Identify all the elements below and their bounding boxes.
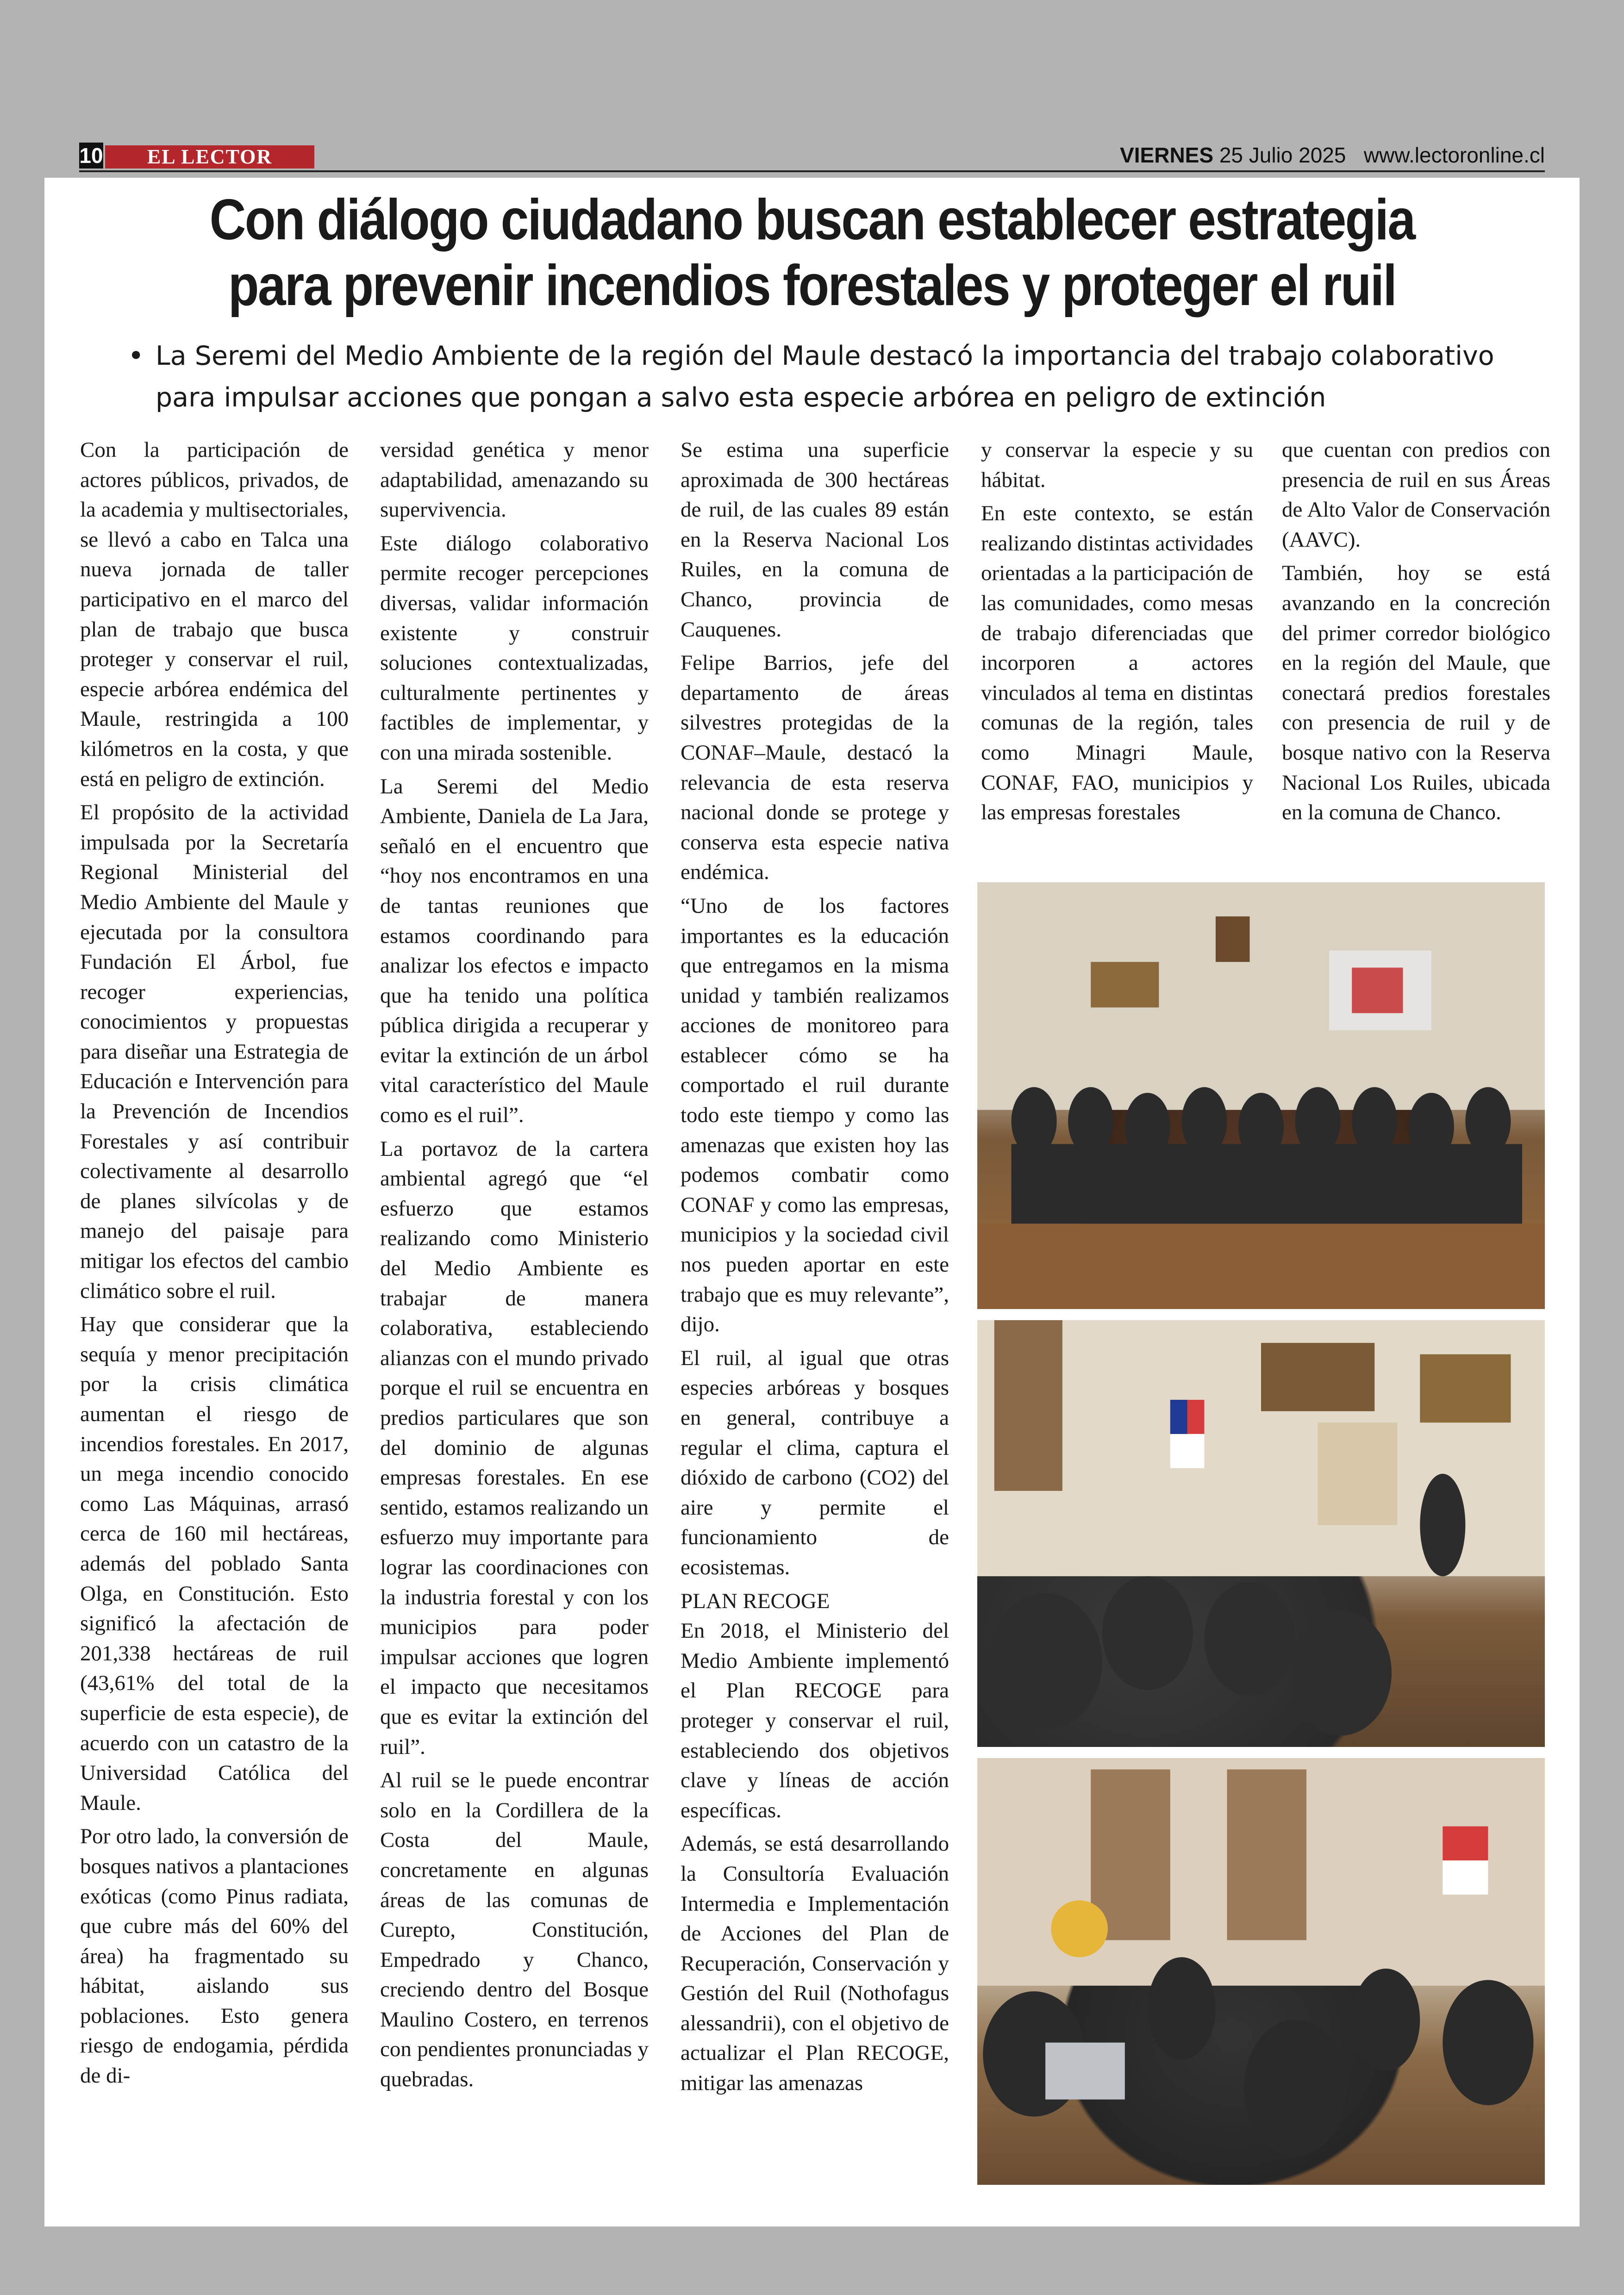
newspaper-page: [44, 178, 1580, 2226]
paragraph: Hay que considerar que la sequía y menor precipitación por la crisis climática aumentan el riesgo de incendios forestales. En 2017, un mega incendio conocido como Las Máquinas, arrasó cerca de 160 mil hectáreas, además del poblado Santa Olga, en Constitución. Esto significó la afectación de 201,338 hectáreas de ruil (43,61% del total de la superficie de esta especie), de acuerdo con un catastro de la Universidad Católica del Maule.: [80, 1312, 349, 1815]
paragraph: El ruil, al igual que otras especies arbóreas y bosques en general, contribuye a regular el clima, captura el dióxido de carbono (CO2) del aire y permite el funcionamiento de ecosistemas.: [681, 1346, 949, 1579]
paragraph: versidad genética y menor adaptabilidad, amenazando su supervivencia.: [380, 438, 649, 522]
paragraph: Este diálogo colaborativo permite recoger percepciones diversas, validar información existente y construir soluciones contextualizadas, culturalmente pertinentes y factibles de implementar, y con una mirada sostenible.: [380, 531, 649, 765]
paragraph: que cuentan con predios con presencia de ruil en sus Áreas de Alto Valor de Conservación (AAVC).: [1282, 438, 1550, 552]
column-5: [1282, 435, 1550, 831]
publication-logo: EL LECTOR: [105, 145, 314, 168]
column-3: [681, 435, 949, 2102]
paragraph: y conservar la especie y su hábitat.: [981, 438, 1253, 492]
paragraph: Se estima una superficie aproximada de 300 hectáreas de ruil, de las cuales 89 están en la Reserva Nacional Los Ruiles, en la comuna de Chanco, provincia de Cauquenes.: [681, 438, 949, 642]
dateline-date: 25 Julio 2025: [1219, 143, 1346, 167]
article-headline: Con diálogo ciudadano buscan establecer estrategia para prevenir incendios forestales y proteger el ruil: [209, 188, 1415, 318]
paragraph: Felipe Barrios, jefe del departamento de áreas silvestres protegidas de la CONAF–Maule, destacó la relevancia de esta reserva nacional donde se protege y conserva esta especie nativa endémica.: [681, 651, 949, 885]
subheading: PLAN RECOGE: [681, 1589, 830, 1613]
paragraph: En 2018, el Ministerio del Medio Ambiente implementó el Plan RECOGE para proteger y conservar el ruil, estableciendo dos objetivos clave y líneas de acción específicas.: [681, 1619, 949, 1822]
paragraph: Por otro lado, la conversión de bosques nativos a plantaciones exóticas (como Pinus radiata, que cubre más del 60% del área) ha fragmentado su hábitat, aislando sus poblaciones. Esto genera riesgo de endogamia, pérdida de di-: [80, 1824, 349, 2088]
paragraph: Además, se está desarrollando la Consultoría Evaluación Intermedia e Implementación de Acciones del Plan de Recuperación, Conservación y Gestión del Ruil (Nothofagus alessandrii), con el objetivo de actualizar el Plan RECOGE, mitigar las amenazas: [681, 1832, 949, 2095]
paragraph: La Seremi del Medio Ambiente, Daniela de La Jara, señaló en el encuentro que “hoy nos encontramos en una de tantas reuniones que estamos coordinando para analizar los efectos e impacto que ha tenido una política pública dirigida a recuperar y evitar la extinción de un árbol vital característico del Maule como es el ruil”.: [380, 774, 649, 1128]
column-1: [80, 435, 349, 2095]
dateline: [1120, 143, 1545, 168]
presentation-photo: [977, 1320, 1545, 1747]
column-2: [380, 435, 649, 2098]
paragraph: En este contexto, se están realizando distintas actividades orientadas a la participación de las comunidades, como mesas de trabajo diferenciadas que incorporen a actores vinculados al tema en distintas comunas de la región, tales como Minagri Maule, CONAF, FAO, municipios y las empresas forestales: [981, 501, 1253, 825]
website-link[interactable]: www.lectoronline.cl: [1363, 143, 1545, 167]
page-header: [79, 140, 1545, 172]
article-dek: [81, 335, 1549, 418]
column-4: [981, 435, 1253, 831]
dateline-day: VIERNES: [1120, 143, 1214, 167]
dek-text: La Seremi del Medio Ambiente de la región del Maule destacó la importancia del trabajo colaborativo para impulsar acciones que pongan a salvo esta especie arbórea en peligro de extinción: [156, 341, 1494, 413]
paragraph: La portavoz de la cartera ambiental agregó que “el esfuerzo que estamos realizando como Ministerio del Medio Ambiente es trabajar de manera colaborativa, estableciendo alianzas con el mundo privado porque el ruil se encuentra en predios particulares que son del dominio de algunas empresas forestales. En ese sentido, estamos realizando un esfuerzo muy importante para lograr las coordinaciones con la industria forestal y con los municipios para poder impulsar acciones que logren el impacto que necesitamos que es evitar la extinción del ruil”.: [380, 1136, 649, 1759]
page-number: 10: [79, 143, 103, 168]
paragraph: También, hoy se está avanzando en la concreción del primer corredor biológico en la región del Maule, que conectará predios forestales con presencia de ruil y de bosque nativo con la Reserva Nacional Los Ruiles, ubicada en la comuna de Chanco.: [1282, 561, 1550, 825]
paragraph: El propósito de la actividad impulsada por la Secretaría Regional Ministerial del Medio Ambiente del Maule y ejecutada por la consultora Fundación El Árbol, fue recoger experiencias, conocimientos y propuestas para diseñar una Estrategia de Educación e Intervención para la Prevención de Incendios Forestales y así contribuir colectivamente al desarrollo de planes silvícolas y de manejo del paisaje para mitigar los efectos del cambio climático sobre el ruil.: [80, 800, 349, 1303]
group-photo: [977, 882, 1545, 1309]
dek-bullet: •: [128, 340, 144, 372]
workshop-photo: [977, 1758, 1545, 2185]
paragraph: Al ruil se le puede encontrar solo en la Cordillera de la Costa del Maule, concretamente en algunas áreas de las comunas de Curepto, Constitución, Empedrado y Chanco, creciendo dentro del Bosque Maulino Costero, en terrenos con pendientes pronunciadas y quebradas.: [380, 1768, 649, 2092]
paragraph: “Uno de los factores importantes es la educación que entregamos en la misma unidad y también realizamos acciones de monitoreo para establecer cómo se ha comportado el ruil durante todo este tiempo y como las amenazas que existen hoy las podemos combatir como CONAF y como las empresas, municipios y la sociedad civil nos pueden aportar en este trabajo que es muy relevante”, dijo.: [681, 893, 949, 1337]
paragraph: Con la participación de actores públicos, privados, de la academia y multisectoriales, se llevó a cabo en Talca una nueva jornada de taller participativo en el marco del plan de trabajo que busca proteger y conservar el ruil, especie arbórea endémica del Maule, restringida a 100 kilómetros en la costa, y que está en peligro de extinción.: [80, 438, 349, 791]
